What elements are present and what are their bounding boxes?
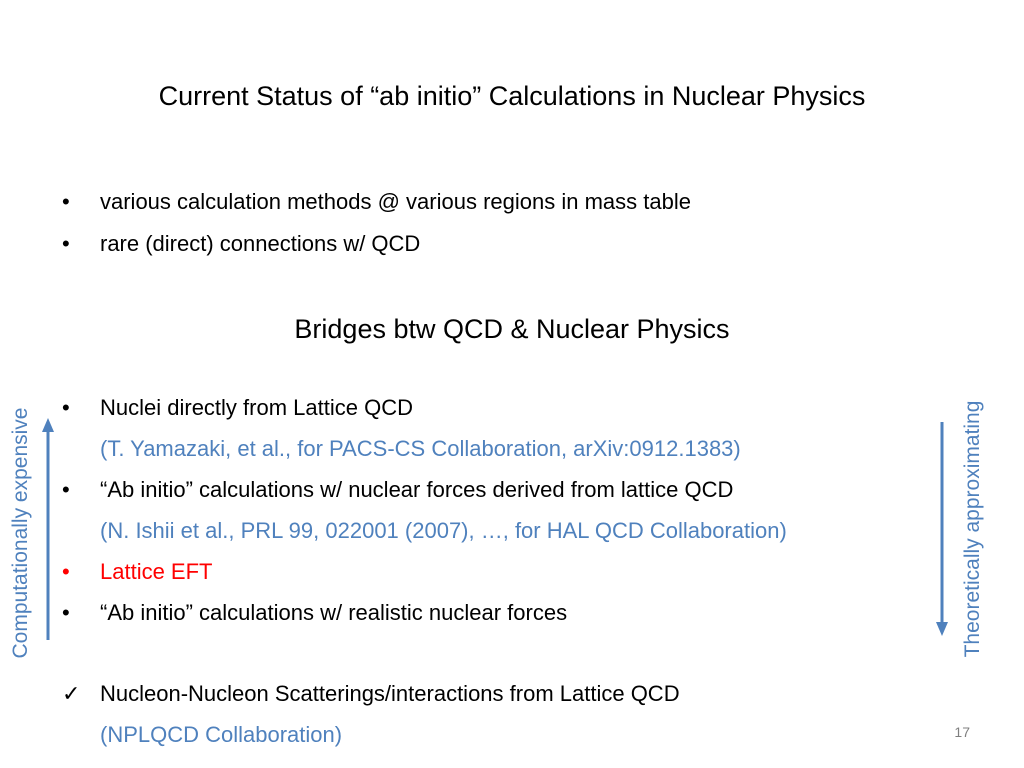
arrow-up-icon	[38, 416, 58, 644]
intro-bullet-1: various calculation methods @ various regions in mass table	[100, 189, 691, 214]
section-subtitle: Bridges btw QCD & Nuclear Physics	[294, 314, 730, 344]
bridge-item-realistic-forces: “Ab initio” calculations w/ realistic nuclear forces	[100, 600, 568, 625]
reference-ishii: (N. Ishii et al., PRL 99, 022001 (2007), …, for HAL QCD Collaboration)	[100, 518, 787, 543]
page-number: 17	[954, 724, 970, 740]
arrow-down-icon	[932, 420, 952, 638]
bullet-marker: •	[62, 189, 70, 214]
check-item-nn-scattering: Nucleon-Nucleon Scatterings/interactions from Lattice QCD	[100, 681, 680, 706]
bullet-marker: •	[62, 600, 70, 625]
right-axis-label: Theoretically approximating	[961, 400, 984, 658]
intro-bullet-2: rare (direct) connections w/ QCD	[100, 231, 421, 256]
bullet-marker: •	[62, 395, 70, 420]
slide-title: Current Status of “ab initio” Calculations in Nuclear Physics	[158, 81, 866, 111]
bullet-marker: •	[62, 231, 70, 256]
bridge-item-lattice-qcd: Nuclei directly from Lattice QCD	[100, 395, 413, 420]
bridge-item-lattice-forces: “Ab initio” calculations w/ nuclear forces derived from lattice QCD	[100, 477, 734, 502]
bridge-item-lattice-eft: Lattice EFT	[100, 559, 213, 584]
reference-nplqcd: (NPLQCD Collaboration)	[100, 722, 343, 747]
bullet-marker: •	[62, 477, 70, 502]
left-axis-label: Computationally expensive	[9, 407, 32, 659]
bullet-marker: •	[62, 559, 70, 584]
reference-yamazaki: (T. Yamazaki, et al., for PACS-CS Collaboration, arXiv:0912.1383)	[100, 436, 741, 461]
check-icon: ✓	[62, 681, 81, 706]
